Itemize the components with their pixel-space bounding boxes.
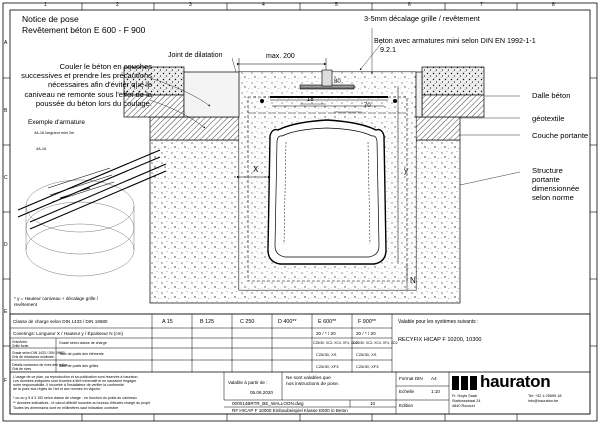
drawing-desc: RF HICAP F 10000 Einbaubeispiel Klasse E600 in Beton [232, 408, 348, 413]
disclaimer2-1: * ou ou y 5 à 3 100 selon classe de charge - en fonction du poids du caniveau [13, 396, 137, 400]
label-geotextile: géotextile [532, 114, 565, 123]
disclaimer-3: notre responsabilité. Il incombe à l'installateur de vérifier la conformité [13, 383, 124, 387]
label-decalage: 3-5mm décalage grille / revêtement [364, 14, 480, 23]
valid-title: Valable pour les systèmes suivants : [398, 319, 479, 325]
sub-row-1: Gris/Anthr. [12, 340, 29, 344]
tel: Tel: +32 4 25695 18 [528, 394, 562, 398]
label-structure-4: selon norme [532, 193, 574, 202]
echelle-val: 1:10 [431, 389, 440, 394]
rebar-label-b: 4A-16 [36, 147, 47, 151]
class-c250: C 250 [240, 319, 255, 325]
disclaimer2-3: Toutes les dimensions sont en millimètres sauf indication contraire [13, 406, 119, 410]
grid-row-a: A [4, 40, 8, 46]
mid-note-3: Taux de poids des grilles [59, 364, 99, 368]
left-note-4: Gris de rives [12, 367, 32, 371]
pour-note: Couler le béton en couches successives et prendre les précautions nécessaires afin d'éviter que le caniveau ne remonte sous l'effet de la poussée du béton lors du coulage. [21, 62, 152, 108]
e-code-2: C25/30, XS [316, 352, 337, 357]
grid-col-1: 1 [44, 2, 47, 8]
valable-label: Valable à partir de : [228, 380, 268, 385]
ne-line2: nos instructions de pose. [286, 382, 340, 387]
title-line1: Notice de pose [22, 14, 79, 24]
left-note-1: Grade selon DIN 1433 / DIN 19580 [12, 351, 65, 355]
f-code-1: C25/30, XC2, XC4, XF4, XD2 [353, 341, 398, 345]
label-dalle: Dalle béton [532, 91, 571, 100]
dim-80: 80 [334, 79, 341, 85]
label-structure-2: portante [532, 175, 560, 184]
footnote-1: * y = Hauteur caniveau + décalage grille / [14, 296, 99, 301]
addr-1: Fr. Hoyts Saab [452, 394, 478, 398]
disclaimer-4: de la pose aux règles de l'art et aux normes en vigueur. [13, 387, 102, 391]
exemple-armature: Exemple d'armature [28, 119, 85, 126]
grid-row-d: D [4, 242, 8, 248]
ne-line1: Ne sont valables que [286, 376, 331, 381]
grid-row-c: C [4, 175, 8, 181]
sub-row-2: Grille fonte [12, 344, 29, 348]
e-code-1: C25/30, XC2, XC4, XF4, XD2 [313, 341, 358, 345]
drawing-ref-num: 10 [370, 401, 376, 406]
drawing-ref: 000014BRTR_BE_WALLOON.dwg [232, 401, 304, 406]
edition-label: Edition [399, 403, 414, 408]
echelle-label: Echelle [399, 389, 415, 394]
f-code-2: C25/30, XS [356, 352, 377, 357]
label-beton-1: Beton avec armatures mini selon DIN EN 1992-1-1 [374, 36, 536, 45]
f-val: 20 / * / 20 [356, 331, 376, 336]
rebar-label-a: 4A-16 longueur mini 2m [34, 131, 75, 135]
valable-date: 05.06.2020 [250, 390, 273, 395]
grid-col-3: 3 [189, 2, 192, 8]
f-code-3: C25/30, XF3 [356, 364, 379, 369]
label-structure-1: Structure [532, 166, 563, 175]
dim-x: X [253, 165, 259, 174]
label-structure-3: dimensionnée [532, 184, 580, 193]
table-row-header: Classe de charge selon DIN 1433 / DIN 19580 [13, 319, 108, 324]
mail: info@hauraton.be [528, 399, 559, 403]
disclaimer-2: Les données indiquées sont fournies à titre informatif et ne sauraient engager [13, 379, 137, 383]
e-val: 20 / * / 20 [316, 331, 336, 336]
grid-row-e: E [4, 309, 8, 315]
hauraton-logo-icon [452, 376, 477, 390]
label-joint: Joint de dilatation [168, 52, 223, 59]
grid-col-7: 7 [480, 2, 483, 8]
grid-row-f: F [4, 378, 8, 384]
addr-3: 4840 Rocourt [452, 404, 475, 408]
disclaimer2-2: ** données indicatives - le calcul définitif incombe au bureau d'études chargé du projet [13, 401, 151, 405]
hatch-right [422, 95, 484, 117]
class-b125: B 125 [200, 319, 215, 325]
addr-2: Stationsstraat 24 [452, 399, 481, 403]
class-a15: A 15 [162, 319, 173, 325]
dalle-right [422, 67, 484, 95]
grid-row-b: B [4, 108, 8, 114]
title-line2: Revêtement béton E 600 - F 900 [22, 25, 146, 35]
class-f900: F 900** [358, 319, 376, 325]
channel-body [268, 120, 386, 264]
left-note-2: Gris de résistance minimale [12, 355, 54, 359]
label-couche: Couche portante [532, 131, 589, 140]
dim-70: 70 [364, 103, 371, 109]
grid-col-8: 8 [552, 2, 555, 8]
valid-systems: RECYFIX HICAP F 10200, 10300 [398, 337, 482, 343]
label-beton-2: 9.2.1 [380, 45, 396, 54]
label-max: max. 200 [266, 53, 295, 60]
brand-name: hauraton [480, 372, 551, 391]
footnote-2: revêtement [14, 302, 37, 307]
grid-col-6: 6 [408, 2, 411, 8]
dim-y: y [404, 166, 408, 175]
disclaimer-1: L'usage de ce plan, sa reproduction et sa publication sont réservés à hauraton. [13, 375, 139, 379]
format-label: Format DIN [399, 376, 423, 381]
e-code-3: C25/30, XF3 [316, 364, 339, 369]
format-val: A4 [431, 376, 437, 381]
dim-18: 18 [307, 97, 314, 103]
grid-col-2: 2 [116, 2, 119, 8]
rebar-sketch [18, 150, 166, 276]
mid-note-1: Grade selon classe de charge [59, 341, 107, 345]
grid-col-5: 5 [335, 2, 338, 8]
dim-n: N [410, 276, 416, 285]
grid-col-4: 4 [262, 2, 265, 8]
table-row2: Coverings: Longueur X / Hauteur y / Épaisseur N (cm) [13, 331, 124, 336]
mid-note-2: Taux de poids des éléments [59, 352, 104, 356]
class-e600: E 600** [318, 319, 337, 325]
left-note-3: Détails caniveaux de rives des grilles [12, 363, 68, 367]
class-d400: D 400** [278, 319, 297, 325]
